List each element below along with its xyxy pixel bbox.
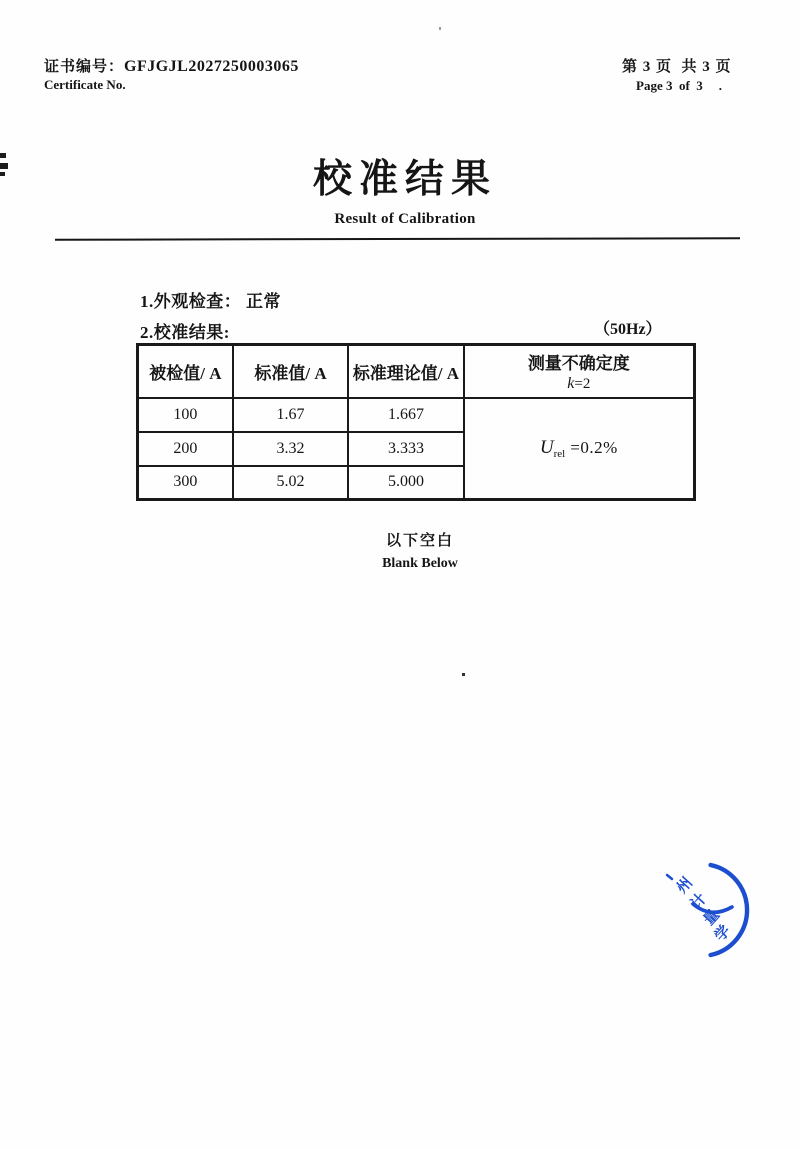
frequency-note: （50Hz） bbox=[594, 321, 662, 338]
k-symbol: k bbox=[567, 375, 575, 393]
cell-tested-value: 300 bbox=[138, 466, 233, 500]
scan-artifact-left-edge bbox=[0, 163, 8, 169]
calibration-results-table bbox=[136, 343, 696, 501]
certificate-number-label: 证书编号： bbox=[44, 59, 125, 75]
col-header-standard-value: 标准值/ A bbox=[233, 345, 348, 398]
header-divider bbox=[55, 237, 740, 240]
blank-below-note-zh: 以下空白 bbox=[385, 533, 454, 549]
page-number-block bbox=[622, 55, 732, 94]
cell-theoretical-value: 5.000 bbox=[348, 466, 463, 500]
seal-char: 计 bbox=[688, 890, 711, 913]
seal-char: 州 bbox=[674, 874, 697, 897]
u-subscript: rel bbox=[553, 447, 566, 460]
cell-standard-value: 3.32 bbox=[233, 432, 348, 466]
scan-artifact-left-edge bbox=[0, 172, 5, 176]
page-subtitle-en: Result of Calibration bbox=[334, 211, 476, 227]
page-number-dot: . bbox=[718, 78, 723, 93]
certificate-number-label-en: Certificate No. bbox=[44, 77, 126, 92]
col-header-theoretical-value: 标准理论值/ A bbox=[348, 345, 463, 398]
seal-char: 量 bbox=[701, 906, 724, 929]
cell-theoretical-value: 1.667 bbox=[348, 398, 463, 432]
uncertainty-value-cell bbox=[464, 398, 695, 500]
certificate-number-block bbox=[44, 55, 299, 93]
u-value: =0.2% bbox=[570, 437, 618, 457]
table-header-row bbox=[138, 345, 695, 398]
col-header-uncertainty bbox=[464, 345, 695, 398]
certificate-number-value: GFJGJL2027250003065 bbox=[124, 58, 299, 75]
col-header-tested-value: 被检值/ A bbox=[138, 345, 233, 398]
coverage-factor-line bbox=[465, 375, 693, 393]
official-seal-partial bbox=[655, 828, 800, 1003]
scan-artifact-left-edge bbox=[0, 153, 6, 158]
scan-artifact-dot bbox=[439, 27, 441, 30]
k-value: =2 bbox=[574, 376, 591, 393]
cell-tested-value: 200 bbox=[138, 432, 233, 466]
cell-theoretical-value: 3.333 bbox=[348, 432, 463, 466]
u-symbol: U bbox=[539, 436, 554, 458]
page-title: 校准结果 bbox=[312, 158, 497, 201]
table-row bbox=[138, 398, 695, 432]
cell-tested-value: 100 bbox=[138, 398, 233, 432]
page-number-zh: 第 3 页 共 3 页 bbox=[622, 59, 732, 75]
blank-below-block bbox=[320, 529, 520, 572]
page-number-en bbox=[622, 78, 732, 94]
cell-standard-value: 5.02 bbox=[233, 466, 348, 500]
visual-check-line: 1.外观检查： 正常 bbox=[140, 292, 281, 311]
blank-below-note-en: Blank Below bbox=[382, 556, 458, 571]
calibration-result-line: 2.校准结果: bbox=[140, 323, 230, 342]
scan-artifact-dot bbox=[462, 673, 465, 676]
uncertainty-header-text: 测量不确定度 bbox=[527, 354, 630, 374]
seal-char: 学 bbox=[712, 922, 735, 945]
title-block bbox=[0, 148, 800, 228]
cell-standard-value: 1.67 bbox=[233, 398, 348, 432]
page-number-en-text: Page 3 of 3 bbox=[636, 78, 703, 93]
seal-tick-icon bbox=[667, 875, 672, 879]
